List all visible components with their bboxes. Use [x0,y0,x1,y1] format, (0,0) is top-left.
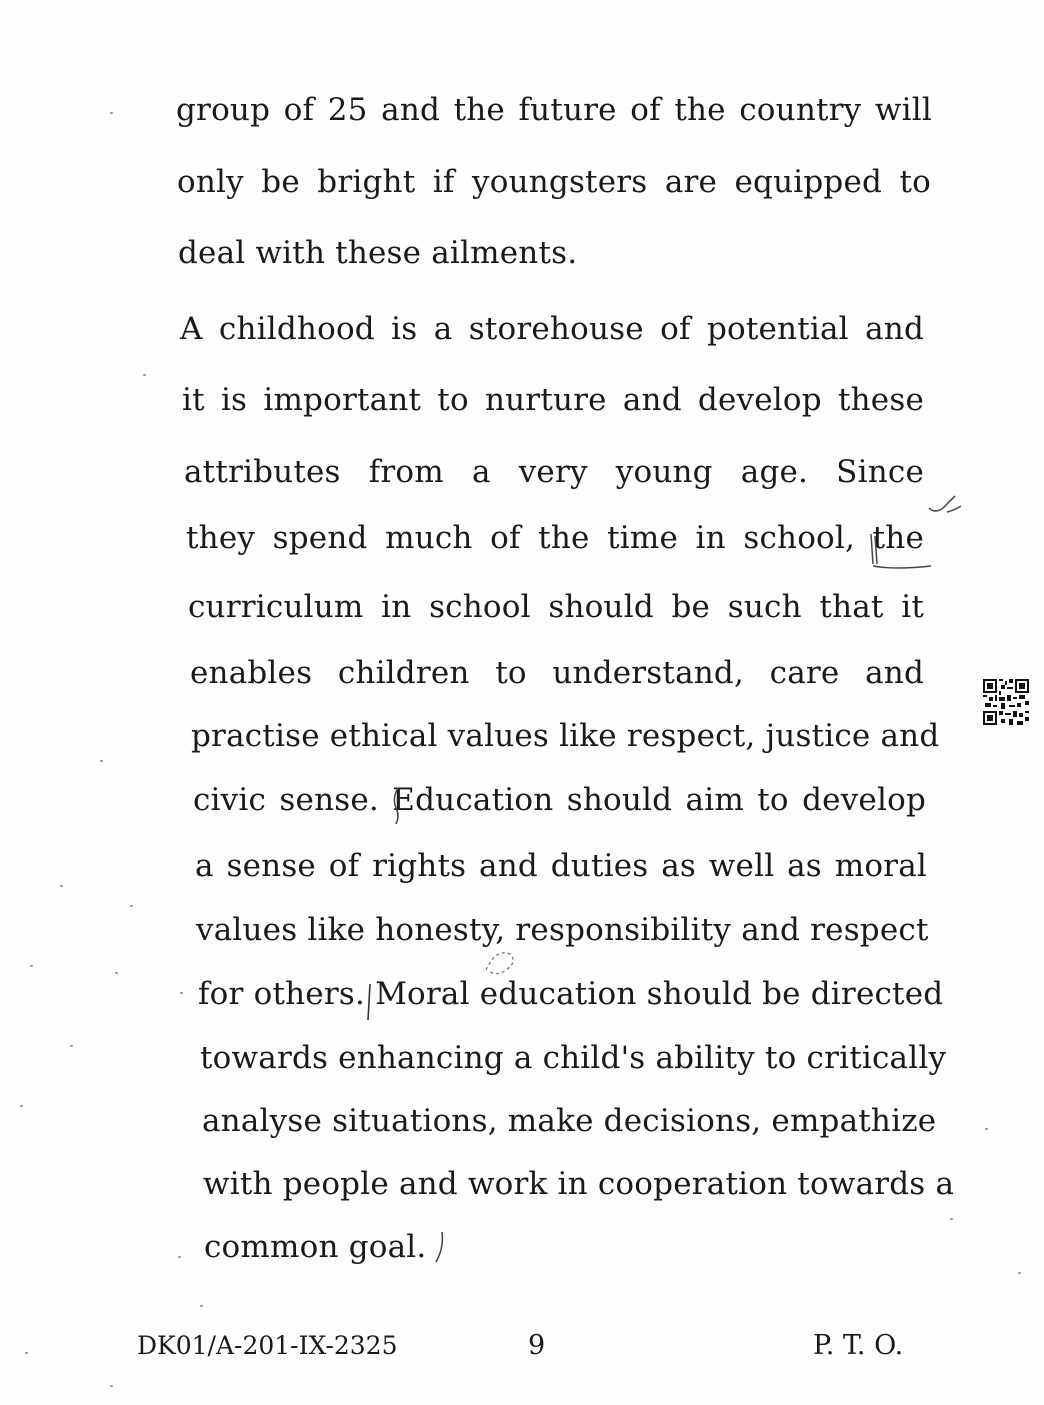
scan-speck [70,1045,73,1047]
scan-speck [25,1352,28,1354]
text-line: practise ethical values like respect, justice and [191,718,940,754]
text-line: group of 25 and the future of the country will [176,92,932,128]
scan-speck [60,885,63,887]
text-line: civic sense. Education should aim to develop [193,782,926,818]
scan-speck [985,1128,988,1130]
text-line: curriculum in school should be such that it [188,589,924,625]
text-line: common goal. [204,1229,427,1265]
text-line: only be bright if youngsters are equipped to [177,164,931,200]
pen-mark-icon [476,940,526,984]
scan-speck [110,1385,113,1387]
pen-mark-icon [388,784,408,828]
page-number: 9 [528,1330,546,1361]
text-line: a sense of rights and duties as well as moral [195,848,927,884]
scan-speck [180,992,183,994]
scan-speck [1018,1272,1021,1274]
text-line: it is important to nurture and develop these [182,382,924,418]
scan-speck [200,1305,203,1307]
scan-speck [143,374,146,376]
scan-speck [115,972,118,974]
text-line: for others. Moral education should be directed [198,976,944,1012]
text-line: deal with these ailments. [178,235,578,271]
text-line: attributes from a very young age. Since [184,454,924,490]
scan-speck [950,1218,953,1220]
text-line: values like honesty, responsibility and respect [196,912,929,948]
text-line: enables children to understand, care and [190,655,924,691]
document-code: DK01/A-201-IX-2325 [137,1331,398,1360]
scan-speck [110,112,113,114]
pto-label: P. T. O. [813,1330,904,1361]
text-line: they spend much of the time in school, the [186,520,924,556]
text-line: A childhood is a storehouse of potential and [180,311,924,347]
scan-speck [20,1105,23,1107]
scan-speck [30,965,33,967]
text-line: towards enhancing a child's ability to critically [200,1040,947,1076]
text-line: analyse situations, make decisions, empathize [202,1103,937,1139]
text-line: with people and work in cooperation towards a [203,1166,955,1202]
qr-code-icon [983,679,1029,725]
pen-mark-icon [865,530,935,572]
pen-mark-icon [360,980,380,1024]
scan-speck [130,905,133,907]
scan-speck [178,1256,181,1258]
pen-mark-icon [925,488,975,518]
scan-speck [100,760,103,762]
pen-mark-icon [430,1228,450,1268]
